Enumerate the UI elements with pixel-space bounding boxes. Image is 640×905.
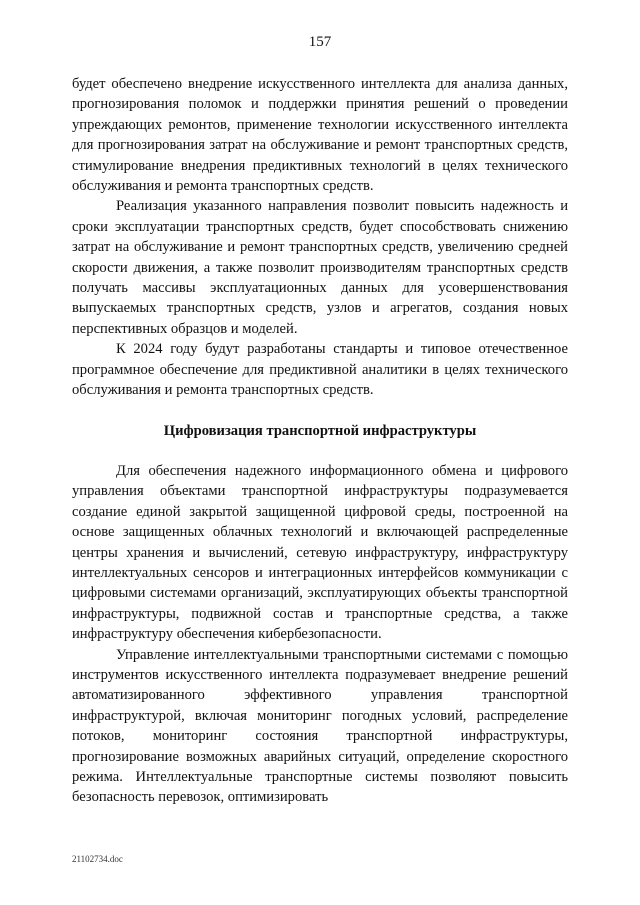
footer-filename: 21102734.doc — [72, 854, 123, 864]
paragraph-3: К 2024 году будут разработаны стандарты и типовое отечественное программное обеспечение для предиктивной аналитики в целях технического обслуживания и ремонта транспортных средств. — [72, 341, 568, 399]
page-number: 157 — [308, 34, 332, 50]
paragraph-1: будет обеспечено внедрение искусственного интеллекта для анализа данных, прогнозирования поломок и поддержки принятия решений о проведении упреждающих ремонтов, применение технологии искусственного интеллекта для прогнозирования затрат на обслуживание и ремонт транспортных средств, стимулирование внедрения предиктивных технологий в целях технического обслуживания и ремонта транспортных средств. — [72, 76, 568, 195]
paragraph-4: Для обеспечения надежного информационного обмена и цифрового управления объектами транспортной инфраструктуры подразумевается создание единой закрытой защищенной цифровой среды, построенной на основе защищенных облачных технологий и включающей распределенные центры хранения и вычислений, сетевую инфраструктуру, инфраструктуру интеллектуальных сенсоров и интеграционных интерфейсов коммуникации с цифровыми системами организаций, эксплуатирующих объекты транспортной инфраструктуры, подвижной состав и транспортные средства, а также инфраструктуру обеспечения кибербезопасности. — [72, 462, 568, 643]
document-body — [72, 74, 568, 808]
section-heading: Цифровизация транспортной инфраструктуры — [163, 422, 477, 439]
paragraph-2: Реализация указанного направления позволит повысить надежность и сроки эксплуатации транспортных средств, будет способствовать снижению затрат на обслуживание и ремонт транспортных средств, увеличению средней скорости движения, а также позволит производителям транспортных средств получать массивы эксплуатационных данных для усовершенствования выпускаемых транспортных средств, узлов и агрегатов, создания новых перспективных образцов и моделей. — [72, 198, 568, 337]
paragraph-5: Управление интеллектуальными транспортными системами с помощью инструментов искусственного интеллекта подразумевает внедрение решений автоматизированного эффективного управления транспортной инфраструктурой, включая мониторинг погодных условий, распределение потоков, мониторинг состояния транспортной инфраструктуры, прогнозирование возможных аварийных ситуаций, определение скоростного режима. Интеллектуальные транспортные системы позволяют повысить безопасность перевозок, оптимизировать — [72, 646, 568, 806]
